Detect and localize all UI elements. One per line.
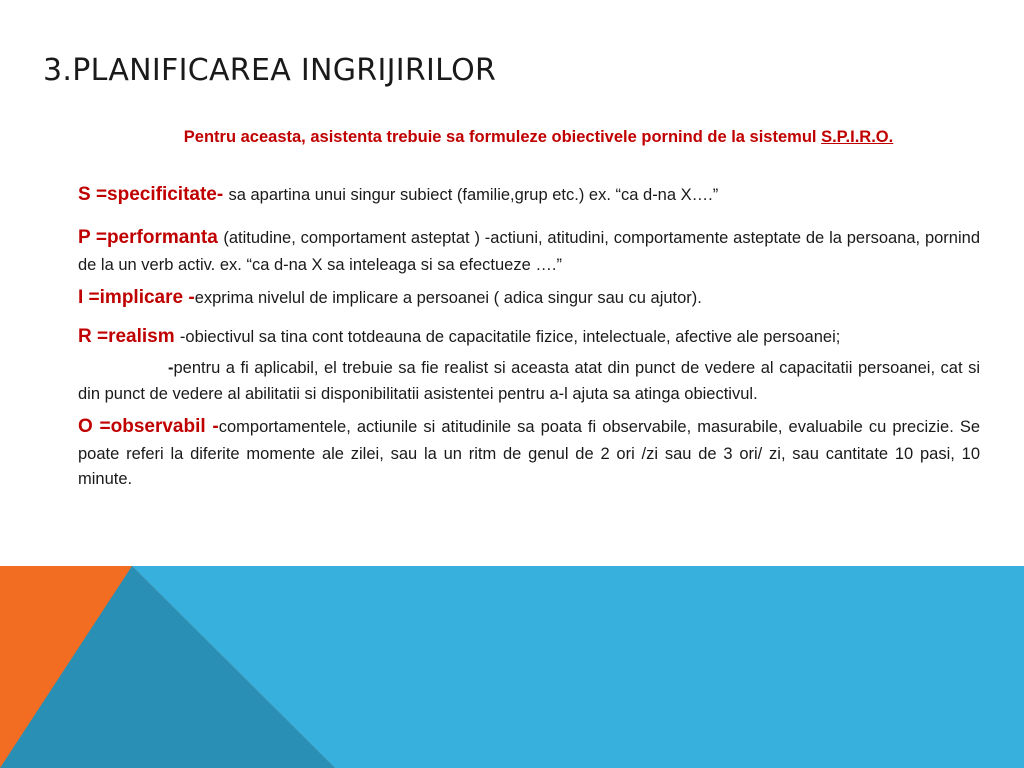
item-text: -obiectivul sa tina cont totdeauna de capacitatile fizice, intelectuale, afective ale persoanei; — [179, 327, 841, 346]
slide-title: 3.PLANIFICAREA INGRIJIRILOR — [43, 53, 497, 88]
item-key: P =performanta — [78, 227, 224, 249]
intro-line — [0, 128, 1024, 147]
spiro-link: S.P.I.R.O. — [821, 128, 894, 146]
item-text: exprima nivelul de implicare a persoanei ( adica singur sau cu ajutor). — [194, 289, 702, 308]
item-key: O =observabil - — [78, 416, 219, 438]
item-realism — [78, 322, 980, 351]
intro-text: Pentru aceasta, asistenta trebuie sa formuleze obiectivele pornind de la sistemul — [183, 128, 822, 146]
item-dash: - — [168, 359, 174, 378]
item-key: S =specificitate- — [78, 184, 229, 205]
content-body — [78, 180, 980, 493]
item-text: comportamentele, actiunile si atitudinile sa poata fi observabile, masurabile, evaluabile cu precizie. Se poate referi la diferite momente ale zilei, sau la un ritm de genul de 2 ori /zi sau de 3 ori/ zi, sau cantitate 10 pasi, 10 minute. — [78, 418, 981, 489]
item-specificitate — [78, 180, 980, 209]
item-key: R =realism — [78, 325, 180, 347]
item-text: pentru a fi aplicabil, el trebuie sa fie realist si aceasta atat din punct de vedere al capacitatii persoanei, cat si din punct de vedere al abilitatii si disponibilitatii asistentei pentru a-l ajuta sa atinga obiectivul. — [78, 359, 980, 403]
item-implicare — [78, 283, 980, 312]
item-observabil — [78, 412, 980, 493]
item-performanta — [78, 223, 980, 278]
item-text: (atitudine, comportament asteptat ) -actiuni, atitudini, comportamente asteptate de la persoana, pornind de la un verb activ. ex. “ca d-na X sa inteleaga si sa efectueze ….” — [78, 229, 980, 274]
item-realism-continued — [78, 356, 980, 407]
item-key: I =implicare - — [78, 287, 195, 309]
item-text: sa apartina unui singur subiect (familie,grup etc.) ex. “ca d-na X….” — [228, 186, 719, 204]
